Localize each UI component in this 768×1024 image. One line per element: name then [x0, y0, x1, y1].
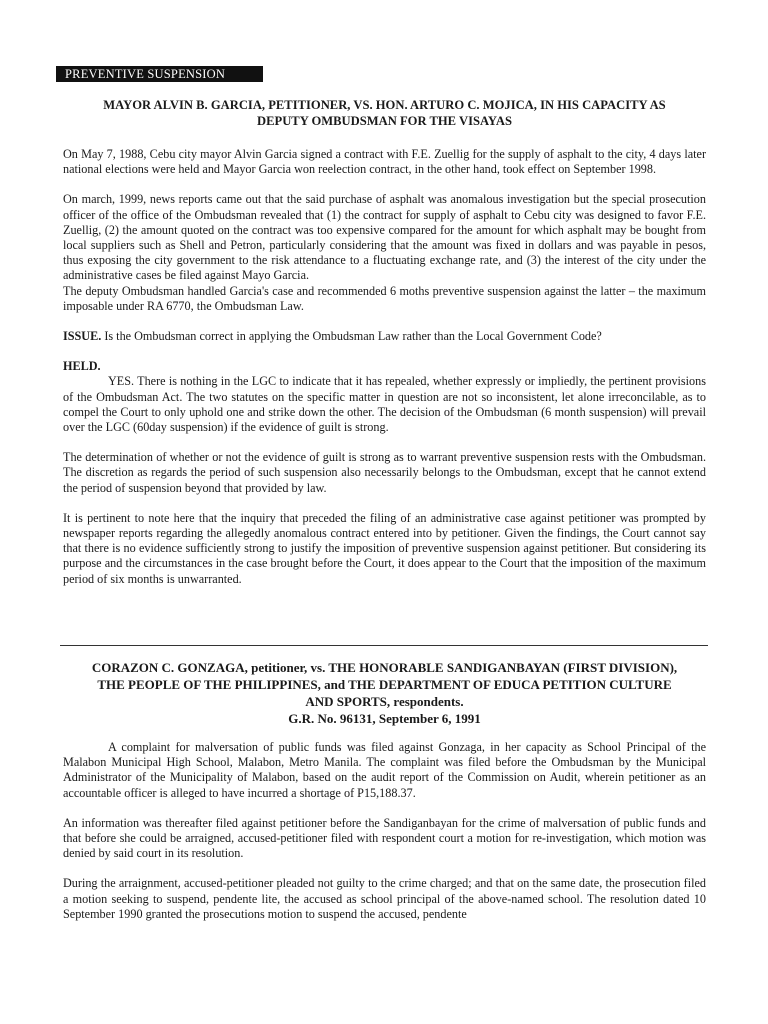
issue-label: ISSUE.: [63, 329, 102, 344]
case2-title-line3: AND SPORTS, respondents.: [305, 694, 464, 709]
case2-paragraph-3: During the arraignment, accused-petitioner pleaded not guilty to the crime charged; and that on the same date, the prosecution filed a motion seeking to suspend, pendente lite, the accused as school principal of the above-named school. The resolution dated 10 September 1990 granted the prosecutions motion to suspend the accused, pendente: [63, 876, 706, 921]
case1-paragraph-5: It is pertinent to note here that the inquiry that preceded the filing of an administrative case against petitioner was prompted by newspaper reports regarding the allegedly anomalous contract entered into by petitioner. Given the findings, the Court cannot say that there is no evidence sufficiently strong to justify the imposition of preventive suspension against petitioner. But considering its purpose and the circumstances in the case brought before the Court, it does appear to the Court that the imposition of the maximum period of six months is unwarranted.: [63, 510, 706, 586]
case1-facts-paragraph-2: On march, 1999, news reports came out that the said purchase of asphalt was anomalous investigation but the special prosecution officer of the office of the Ombudsman revealed that (1) the contract for supply of asphalt to Cebu city was designed to favor F.E. Zuellig, (2) the amount quoted on the contract was too expensive compared for the amount for which asphalt may be bought from local suppliers such as Shell and Petron, particularly considering that the amount was fixed in dollars and was payable in pesos, thus exposing the city government to the risk attendance to a fluctuating exchange rate, and (3) the interest of the city under the administrative cases be filed against Mayo Garcia.: [63, 192, 706, 283]
case1-title-line2: DEPUTY OMBUDSMAN FOR THE VISAYAS: [257, 114, 512, 128]
case1-paragraph-4: The determination of whether or not the evidence of guilt is strong as to warrant preventive suspension rests with the Ombudsman. The discretion as regards the period of such suspension also necessarily belongs to the Ombudsman, except that he cannot extend the period of suspension beyond that provided by law.: [63, 450, 706, 495]
case1-facts-paragraph-3: The deputy Ombudsman handled Garcia's case and recommended 6 moths preventive suspension against the latter – the maximum imposable under RA 6770, the Ombudsman Law.: [63, 283, 706, 313]
section-label: PREVENTIVE SUSPENSION: [56, 66, 263, 82]
case2-title-line2: THE PEOPLE OF THE PHILIPPINES, and THE DEPARTMENT OF EDUCA PETITION CULTURE: [97, 677, 672, 692]
issue-text: Is the Ombudsman correct in applying the Ombudsman Law rather than the Local Government Code?: [101, 329, 602, 344]
case2-citation: G.R. No. 96131, September 6, 1991: [288, 711, 481, 726]
case1-issue: [63, 329, 706, 344]
case2-paragraph-1: A complaint for malversation of public funds was filed against Gonzaga, in her capacity as School Principal of the Malabon Municipal High School, Malabon, Metro Manila. The complaint was filed before the Ombudsman by the Municipal Administrator of the Municipality of Malabon, based on the audit report of the Commission on Audit, wherein petitioner as an accountable officer is alleged to have incurred a shortage of P15,188.37.: [63, 740, 706, 800]
case2-paragraph-2: An information was thereafter filed against petitioner before the Sandiganbayan for the crime of malversation of public funds and that before she could be arraigned, accused-petitioner filed with respondent court a motion for re-investigation, which motion was denied by said court in its resolution.: [63, 815, 706, 861]
case1-title-line1: MAYOR ALVIN B. GARCIA, PETITIONER, VS. HON. ARTURO C. MOJICA, IN HIS CAPACITY AS: [103, 98, 666, 112]
case1-facts-paragraph-1: On May 7, 1988, Cebu city mayor Alvin Garcia signed a contract with F.E. Zuellig for the supply of asphalt to the city, 4 days later national elections were held and Mayor Garcia won reelection contract, in the other hand, took effect on September 1998.: [63, 147, 706, 177]
case2-title-line1: CORAZON C. GONZAGA, petitioner, vs. THE HONORABLE SANDIGANBAYAN (FIRST DIVISION),: [91, 660, 678, 675]
held-text: YES. There is nothing in the LGC to indicate that it has repealed, whether expressly or impliedly, the pertinent provisions of the Ombudsman Act. The two statutes on the specific matter in question are not so inconsistent, let alone irreconcilable, as to compel the Court to only uphold one and strike down the other. The decision of the Ombudsman (6 month suspension) will prevail over the LGC (60day suspension) if the evidence of guilt is strong.: [63, 374, 706, 435]
held-label: HELD.: [63, 359, 101, 374]
section-divider: [60, 645, 708, 646]
